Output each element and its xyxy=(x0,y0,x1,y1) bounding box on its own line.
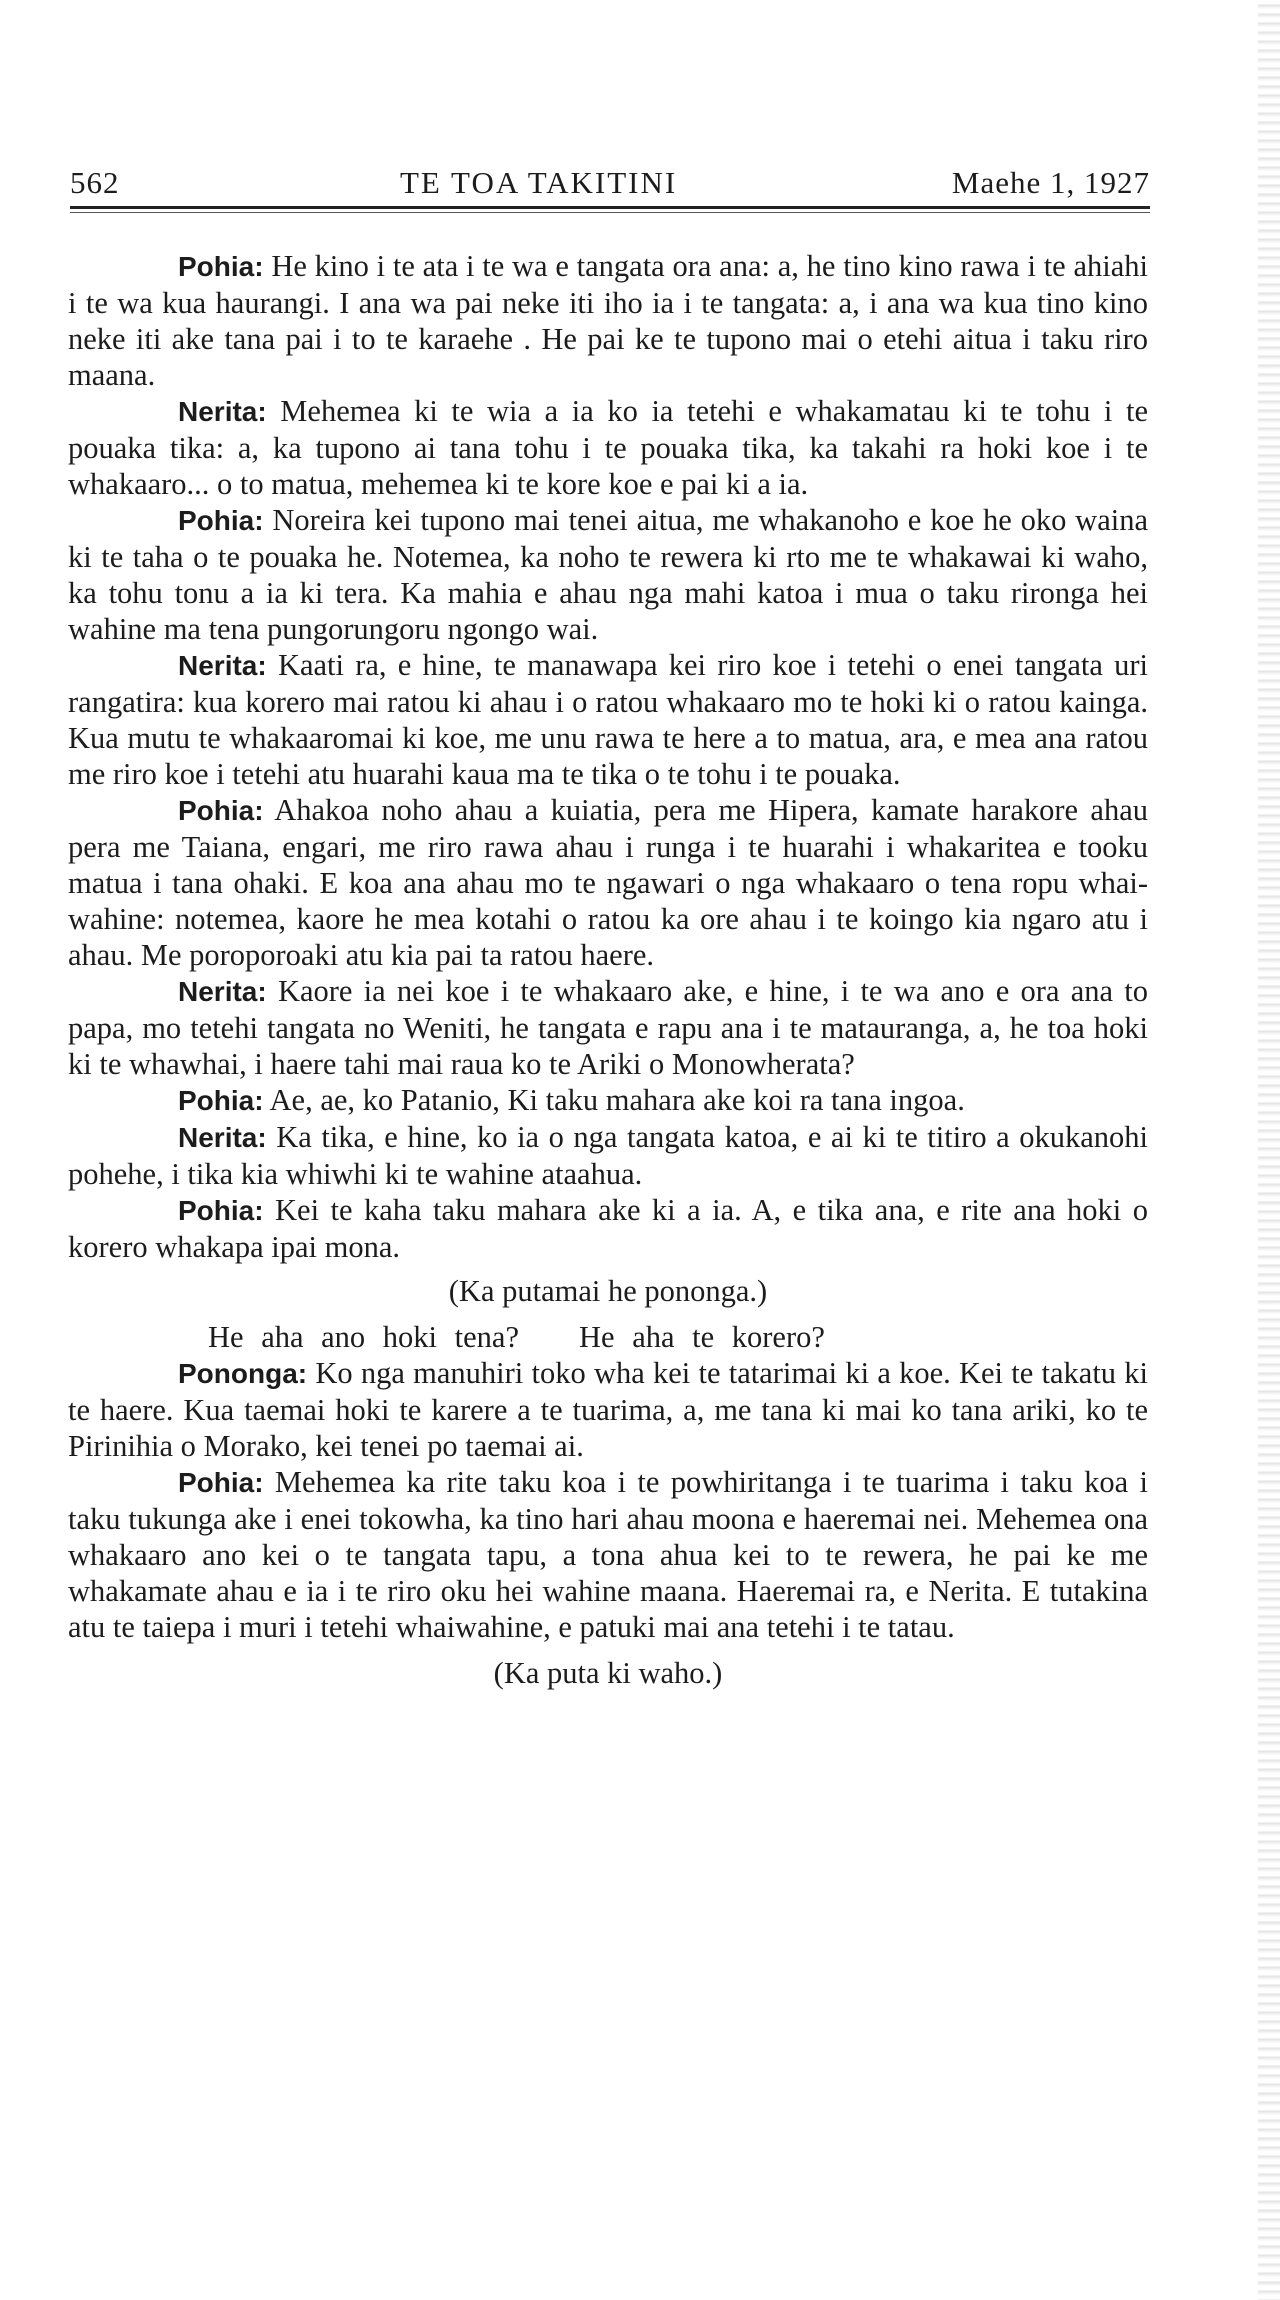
dialogue-paragraph xyxy=(68,1464,1148,1645)
dialogue-paragraph xyxy=(68,1119,1148,1192)
dialogue-paragraph xyxy=(68,1192,1148,1265)
stage-direction: (Ka putamai he pononga.) xyxy=(448,1274,768,1308)
dialogue-text: Kei te kaha taku mahara ake ki a ia. A, e tika ana, e rite ana hoki o korero whakapa ipai mona. xyxy=(68,1193,1148,1264)
dialogue-text: Mehemea ki te wia a ia ko ia tetehi e whakamatau ki te tohu i te pouaka tika: a, ka tupono ai tana tohu i te pouaka tika, ka takahi ra hoki koe i te whakaaro... o to matua, mehemea ki te kore koe e pai ki a ia. xyxy=(68,394,1148,501)
speaker-name: Nerita: xyxy=(178,976,267,1007)
dialogue-paragraph xyxy=(68,393,1148,502)
speaker-name: Nerita: xyxy=(178,650,267,681)
dialogue-text: Noreira kei tupono mai tenei aitua, me whakanoho e koe he oko waina ki te taha o te pouaka he. Notemea, ka noho te rewera ki rto me te whakawai ki waho, ka tohu tonu a ia ki tera. Ka mahia e ahau nga mahi katoa i mua o taku rironga hei wahine ma tena pungorungoru ngongo wai. xyxy=(68,503,1149,646)
speaker-name: Pohia: xyxy=(178,505,264,536)
dialogue-text: Kaore ia nei koe i te whakaaro ake, e hine, i te wa ano e ora ana to papa, mo tetehi tangata no Weniti, he tangata e rapu ana i te matauranga, a, he toa hoki ki te whawhai, i haere tahi mai raua ko te Ariki o Monowherata? xyxy=(68,974,1148,1081)
speaker-name: Pohia: xyxy=(178,795,264,826)
dialogue-text: Ko nga manuhiri toko wha kei te tatarimai ki a koe. Kei te takatu ki te haere. Kua taemai hoki te karere a te tuarima, a, me tana ki mai ko tana ariki, ko te Pirinihia o Morako, kei tenei po taemai ai. xyxy=(68,1356,1148,1463)
page-header xyxy=(70,165,1150,205)
issue-date: Maehe 1, 1927 xyxy=(951,165,1150,200)
speaker-name: Nerita: xyxy=(178,396,267,427)
dialogue-paragraph xyxy=(68,647,1148,792)
dialogue-paragraph xyxy=(68,248,1148,393)
dialogue-text: Ae, ae, ko Patanio, Ki taku mahara ake koi ra tana ingoa. xyxy=(269,1083,965,1117)
publication-title: TE TOA TAKITINI xyxy=(400,165,678,200)
speaker-name: Pononga: xyxy=(178,1358,308,1389)
dialogue-paragraph xyxy=(68,1355,1148,1464)
stage-direction-exit: (Ka puta ki waho.) xyxy=(493,1656,723,1690)
dialogue-text: Kaati ra, e hine, te manawapa kei riro koe i tetehi o enei tangata uri rangatira: kua korero mai ratou ki ahau i o ratou whakaaro mo te hoki ki o ratou kainga. Kua mutu te whakaaromai ki koe, me unu rawa te here a to matua, ara, e mea ana ratou me riro koe i tetehi atu huarahi kaua ma te tika o te tohu i te pouaka. xyxy=(68,648,1149,791)
dialogue-text: Ahakoa noho ahau a kuiatia, pera me Hipera, kamate harakore ahau pera me Taiana, engari, me riro rawa ahau i runga i te huarahi i whakaritea e tooku matua i tana ohaki. E koa ana ahau mo te ngawari o nga whakaaro o tena ropu whai-wahine: notemea, kaore he mea kotahi o ratou ka ore ahau i te koingo kia ngaro atu i ahau. Me poroporoaki atu kia pai ta ratou haere. xyxy=(68,793,1148,972)
dialogue-text: Mehemea ka rite taku koa i te powhiritanga i te tuarima i taku koa i taku tukunga ake i enei tokowha, ka tino hari ahau moona e haeremai nei. Mehemea ona whakaaro ano kei o te tangata tapu, a tona ahua kei to te rewera, he pai ke me whakamate ahau e ia i te riro oku hei wahine maana. Haeremai ra, e Nerita. E tutakina atu te taiepa i muri i tetehi whaiwahine, e patuki mai ana tetehi i te tatau. xyxy=(68,1465,1148,1644)
speaker-name: Nerita: xyxy=(178,1122,267,1153)
page-number: 562 xyxy=(70,165,120,200)
dialogue-paragraph xyxy=(68,792,1148,973)
dialogue-text: He kino i te ata i te wa e tangata ora ana: a, he tino kino rawa i te ahiahi i te wa kua haurangi. I ana wa pai neke iti iho ia i te tangata: a, i ana wa kua tino kino neke iti ake tana pai i to te karaehe . He pai ke te tupono mai o etehi aitua i taku riro maana. xyxy=(68,249,1149,392)
dialogue-paragraph xyxy=(68,1082,1148,1119)
dialogue-paragraph xyxy=(68,973,1148,1082)
dialogue-body xyxy=(68,248,1148,1697)
stage-question-1: He aha ano hoki tena? xyxy=(208,1320,519,1354)
speaker-name: Pohia: xyxy=(178,251,264,282)
speaker-name: Pohia: xyxy=(178,1085,264,1116)
header-rule-thin xyxy=(70,212,1150,213)
header-rule xyxy=(70,206,1150,209)
scan-edge-artifact xyxy=(1258,0,1280,2300)
stage-question-2: He aha te korero? xyxy=(579,1320,825,1354)
stage-question-line xyxy=(68,1319,1148,1355)
speaker-name: Pohia: xyxy=(178,1195,264,1226)
dialogue-text: Ka tika, e hine, ko ia o nga tangata katoa, e ai ki te titiro a okukanohi pohehe, i tika kia whiwhi ki te wahine ataahua. xyxy=(68,1120,1148,1191)
dialogue-paragraph xyxy=(68,502,1148,647)
speaker-name: Pohia: xyxy=(178,1467,264,1498)
